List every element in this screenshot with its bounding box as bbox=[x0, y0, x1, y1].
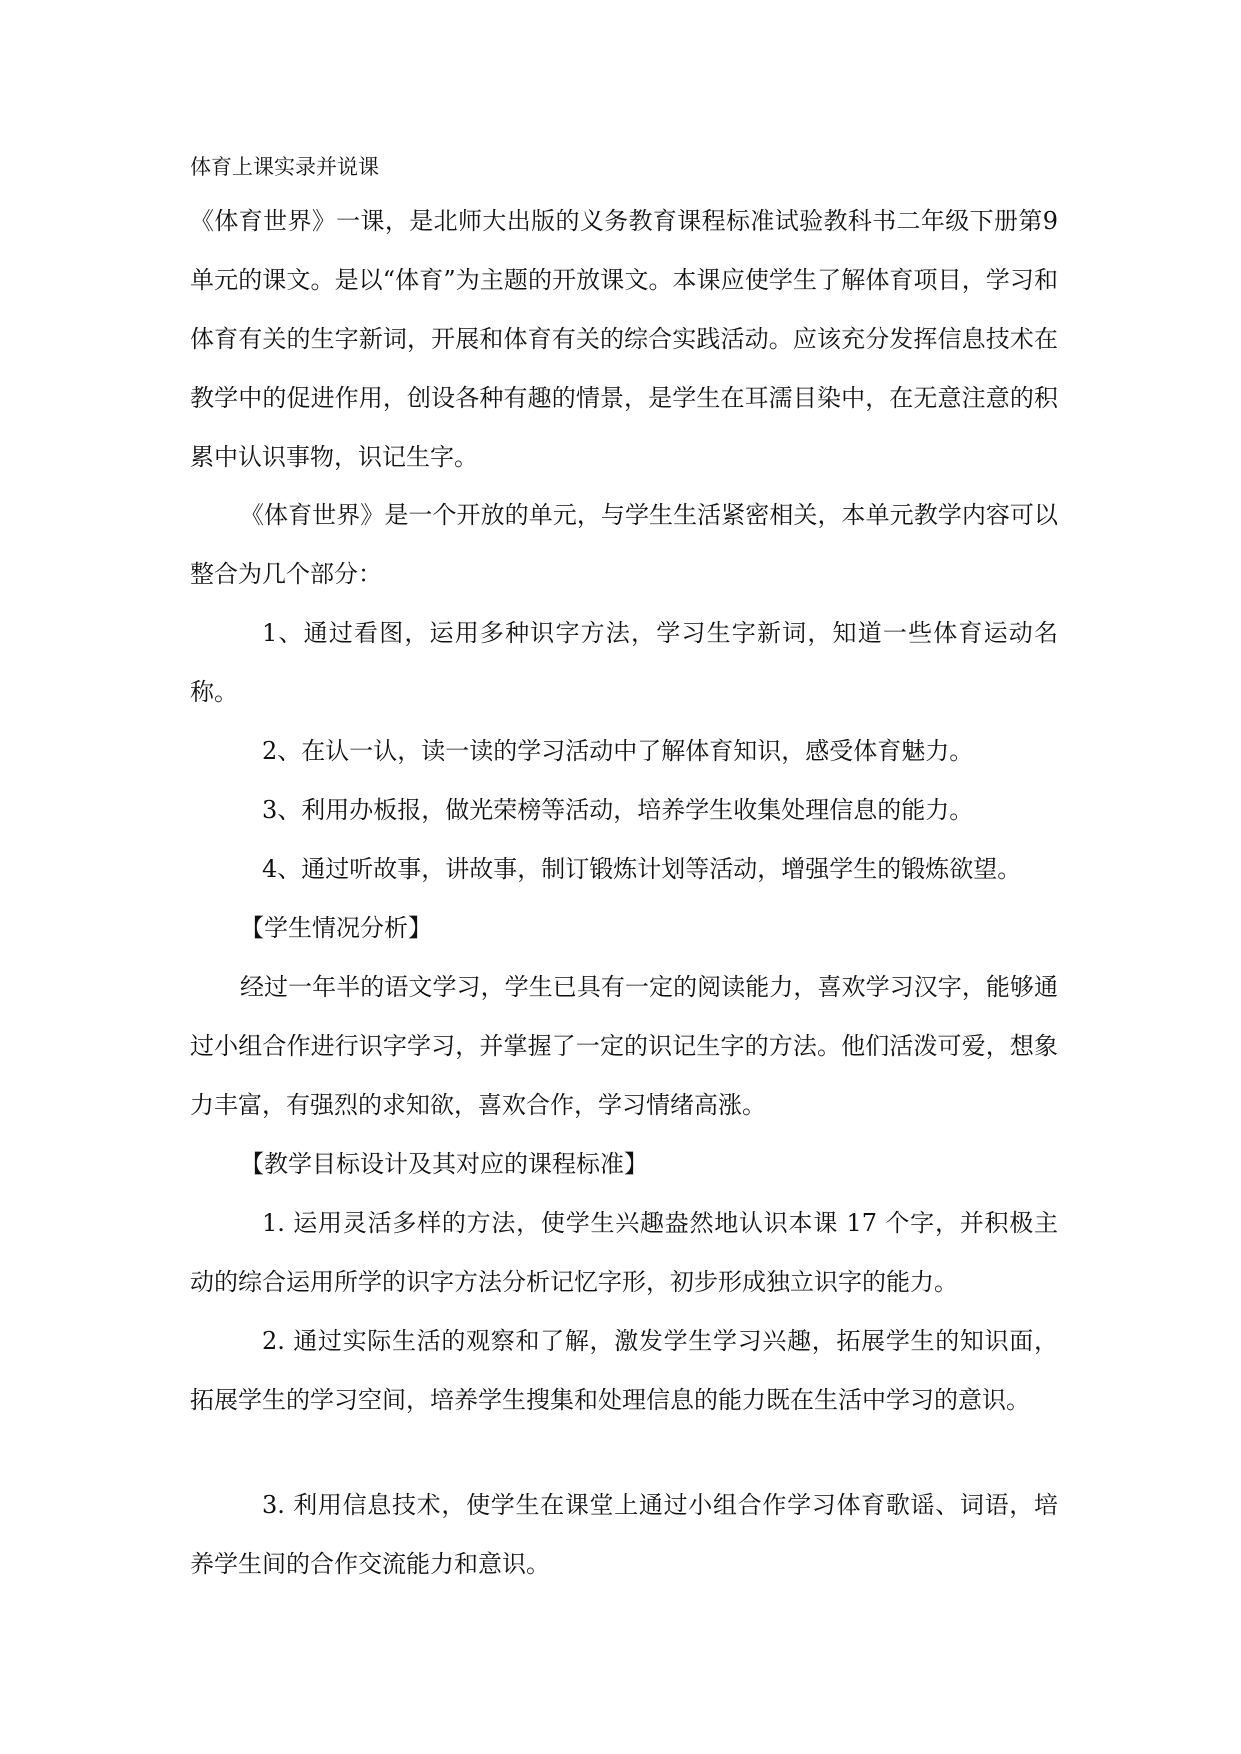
student-analysis-heading: 【学生情况分析】 bbox=[240, 914, 432, 942]
part-item-3: 3、利用办板报，做光荣榜等活动，培养学生收集处理信息的能力。 bbox=[262, 796, 974, 824]
document-title: 体育上课实录并说课 bbox=[190, 155, 379, 179]
part-item-4: 4、通过听故事，讲故事，制订锻炼计划等活动，增强学生的锻炼欲望。 bbox=[262, 855, 1022, 883]
objective-item-1: 1. 运用灵活多样的方法，使学生兴趣盎然地认识本课 17 个字，并积极主动的综合运用所学的识字方法分析记忆字形，初步形成独立识字的能力。 bbox=[190, 1209, 1058, 1296]
objectives-heading: 【教学目标设计及其对应的课程标准】 bbox=[240, 1150, 648, 1178]
student-analysis-paragraph: 经过一年半的语文学习，学生已具有一定的阅读能力，喜欢学习汉字，能够通过小组合作进行识字学习，并掌握了一定的识记生字的方法。他们活泼可爱，想象力丰富，有强烈的求知欲，喜欢合作，学习情绪高涨。 bbox=[190, 973, 1058, 1119]
objective-item-3: 3. 利用信息技术，使学生在课堂上通过小组合作学习体育歌谣、词语，培养学生间的合作交流能力和意识。 bbox=[190, 1491, 1058, 1578]
part-item-1: 1、通过看图，运用多种识字方法，学习生字新词，知道一些体育运动名称。 bbox=[190, 619, 1058, 706]
objective-item-2: 2. 通过实际生活的观察和了解，激发学生学习兴趣，拓展学生的知识面，拓展学生的学习空间，培养学生搜集和处理信息的能力既在生活中学习的意识。 bbox=[190, 1327, 1058, 1414]
unit-overview-paragraph: 《体育世界》是一个开放的单元，与学生生活紧密相关，本单元教学内容可以整合为几个部分： bbox=[190, 501, 1058, 588]
part-item-2: 2、在认一认，读一读的学习活动中了解体育知识，感受体育魅力。 bbox=[262, 737, 974, 765]
intro-paragraph: 《体育世界》一课，是北师大出版的义务教育课程标准试验教科书二年级下册第9单元的课文。是以“体育”为主题的开放课文。本课应使学生了解体育项目，学习和体育有关的生字新词，开展和体育有关的综合实践活动。应该充分发挥信息技术在教学中的促进作用，创设各种有趣的情景，是学生在耳濡目染中，在无意注意的积累中认识事物，识记生字。 bbox=[190, 207, 1058, 471]
